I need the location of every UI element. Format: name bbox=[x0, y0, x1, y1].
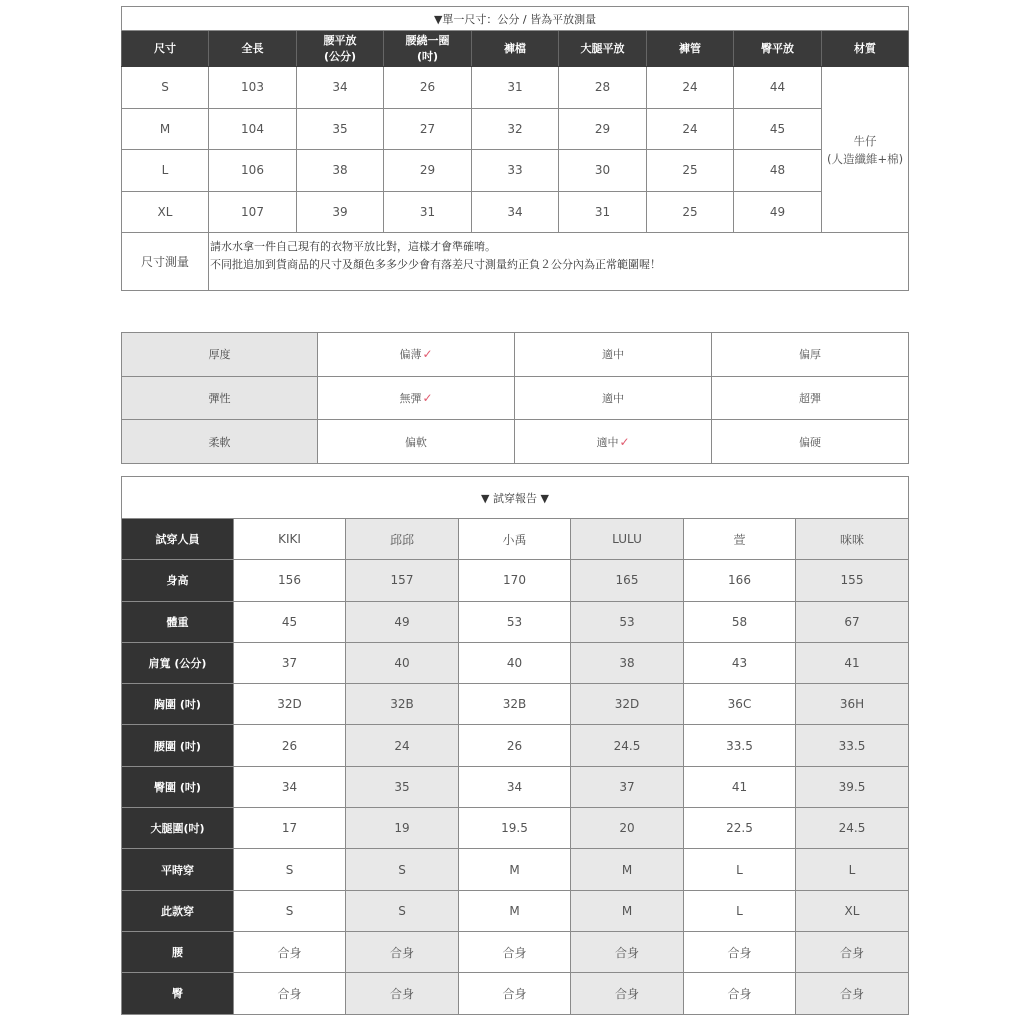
size-table-header bbox=[122, 31, 909, 67]
fit-cell: L bbox=[796, 849, 909, 890]
size-cell: 44 bbox=[734, 67, 822, 109]
fit-cell: 53 bbox=[571, 601, 684, 642]
size-cell: 29 bbox=[384, 150, 472, 192]
size-row-l bbox=[122, 150, 909, 192]
feel-option: 超彈 bbox=[712, 376, 909, 420]
size-cell: 25 bbox=[647, 150, 734, 192]
size-cell: 31 bbox=[559, 191, 647, 233]
fit-cell: 41 bbox=[796, 642, 909, 683]
material-cell bbox=[822, 67, 909, 233]
feel-option: 偏厚 bbox=[712, 333, 909, 377]
size-cell: 30 bbox=[559, 150, 647, 192]
fit-cell: S bbox=[346, 890, 459, 931]
fit-report-row bbox=[122, 725, 909, 766]
fit-cell: 合身 bbox=[796, 973, 909, 1014]
fit-cell: 26 bbox=[234, 725, 346, 766]
fit-cell: 合身 bbox=[684, 931, 796, 972]
size-cell: 25 bbox=[647, 191, 734, 233]
fit-cell: 43 bbox=[684, 642, 796, 683]
feel-label: 柔軟 bbox=[122, 420, 318, 464]
fit-cell: 32D bbox=[234, 684, 346, 725]
fit-cell: 40 bbox=[346, 642, 459, 683]
fit-cell: LULU bbox=[571, 519, 684, 560]
size-cell: 38 bbox=[297, 150, 384, 192]
fit-cell: 34 bbox=[234, 766, 346, 807]
fit-report-row bbox=[122, 519, 909, 560]
size-cell: 48 bbox=[734, 150, 822, 192]
size-cell: 27 bbox=[384, 108, 472, 150]
size-cell: 45 bbox=[734, 108, 822, 150]
fit-cell: 合身 bbox=[459, 973, 571, 1014]
fit-row-label: 大腿圍(吋) bbox=[122, 808, 234, 849]
feel-option bbox=[318, 376, 515, 420]
fit-cell: 67 bbox=[796, 601, 909, 642]
measurement-note-row bbox=[122, 233, 909, 291]
fit-cell: 36H bbox=[796, 684, 909, 725]
measurement-note-label: 尺寸測量 bbox=[122, 233, 209, 291]
fit-row-label: 臀圍 (吋) bbox=[122, 766, 234, 807]
size-row-xl bbox=[122, 191, 909, 233]
fit-cell: 合身 bbox=[571, 973, 684, 1014]
feel-row-elasticity bbox=[122, 376, 909, 420]
fit-report-row bbox=[122, 642, 909, 683]
fit-cell: 19 bbox=[346, 808, 459, 849]
fit-cell: XL bbox=[796, 890, 909, 931]
fit-cell: 合身 bbox=[684, 973, 796, 1014]
header-rise: 褲檔 bbox=[472, 31, 559, 67]
size-table bbox=[121, 6, 909, 291]
fit-report-row bbox=[122, 890, 909, 931]
header-waist-flat-line1: 腰平放 bbox=[323, 33, 357, 47]
fit-cell: 邱邱 bbox=[346, 519, 459, 560]
fit-report-row bbox=[122, 973, 909, 1014]
size-cell: 35 bbox=[297, 108, 384, 150]
fit-cell: 53 bbox=[459, 601, 571, 642]
header-waist-around-line2: (吋) bbox=[416, 49, 439, 63]
fit-report-body bbox=[122, 519, 909, 1015]
size-cell: 24 bbox=[647, 67, 734, 109]
fit-cell: 咪咪 bbox=[796, 519, 909, 560]
header-waist-flat bbox=[297, 31, 384, 67]
fit-cell: 35 bbox=[346, 766, 459, 807]
fit-cell: 156 bbox=[234, 560, 346, 601]
fit-cell: 155 bbox=[796, 560, 909, 601]
fit-row-label: 腰圍 (吋) bbox=[122, 725, 234, 766]
fit-cell: 22.5 bbox=[684, 808, 796, 849]
feel-row-softness bbox=[122, 420, 909, 464]
size-cell: 29 bbox=[559, 108, 647, 150]
checkmark-icon: ✓ bbox=[422, 347, 433, 362]
fit-cell: 34 bbox=[459, 766, 571, 807]
feel-option: 偏硬 bbox=[712, 420, 909, 464]
fit-cell: KIKI bbox=[234, 519, 346, 560]
fit-report-row bbox=[122, 601, 909, 642]
fit-cell: L bbox=[684, 849, 796, 890]
size-cell: S bbox=[122, 67, 209, 109]
fit-row-label: 體重 bbox=[122, 601, 234, 642]
size-cell: 32 bbox=[472, 108, 559, 150]
size-row-s bbox=[122, 67, 909, 109]
feel-option: 偏軟 bbox=[318, 420, 515, 464]
fit-report-row bbox=[122, 931, 909, 972]
material-line2: (人造纖維+棉) bbox=[826, 151, 904, 166]
size-cell: 24 bbox=[647, 108, 734, 150]
size-cell: 33 bbox=[472, 150, 559, 192]
size-row-m bbox=[122, 108, 909, 150]
material-line1: 牛仔 bbox=[853, 133, 877, 148]
fit-cell: 合身 bbox=[796, 931, 909, 972]
fit-cell: M bbox=[571, 890, 684, 931]
measurement-note-line1: 請水水拿一件自己現有的衣物平放比對，這樣才會準確唷。 bbox=[210, 240, 496, 253]
header-waist-around-line1: 腰繞一圈 bbox=[405, 33, 450, 47]
fit-cell: 合身 bbox=[234, 931, 346, 972]
fit-report-row bbox=[122, 849, 909, 890]
size-cell: 31 bbox=[472, 67, 559, 109]
fit-report-row bbox=[122, 684, 909, 725]
feel-label: 彈性 bbox=[122, 376, 318, 420]
fit-cell: 24.5 bbox=[571, 725, 684, 766]
fit-cell: 38 bbox=[571, 642, 684, 683]
fit-cell: 合身 bbox=[346, 931, 459, 972]
size-cell: 28 bbox=[559, 67, 647, 109]
fit-cell: 合身 bbox=[234, 973, 346, 1014]
fit-cell: 157 bbox=[346, 560, 459, 601]
fit-cell: 166 bbox=[684, 560, 796, 601]
fit-cell: 36C bbox=[684, 684, 796, 725]
fit-row-label: 胸圍 (吋) bbox=[122, 684, 234, 725]
feel-option bbox=[318, 333, 515, 377]
fit-cell: L bbox=[684, 890, 796, 931]
fit-cell: 39.5 bbox=[796, 766, 909, 807]
fit-cell: 小禹 bbox=[459, 519, 571, 560]
fit-report-caption: ▼ 試穿報告 ▼ bbox=[122, 477, 909, 519]
fit-cell: M bbox=[459, 849, 571, 890]
fit-cell: 41 bbox=[684, 766, 796, 807]
fit-report-row bbox=[122, 808, 909, 849]
fit-cell: 合身 bbox=[459, 931, 571, 972]
size-cell: 103 bbox=[209, 67, 297, 109]
feel-row-thickness bbox=[122, 333, 909, 377]
header-waist-flat-line2: (公分) bbox=[323, 49, 357, 63]
size-cell: 31 bbox=[384, 191, 472, 233]
fit-cell: 19.5 bbox=[459, 808, 571, 849]
fit-report-table bbox=[121, 476, 909, 1015]
fit-report-row bbox=[122, 560, 909, 601]
header-thigh: 大腿平放 bbox=[559, 31, 647, 67]
size-cell: XL bbox=[122, 191, 209, 233]
feel-label: 厚度 bbox=[122, 333, 318, 377]
feel-option: 適中 bbox=[515, 333, 712, 377]
fit-cell: S bbox=[234, 890, 346, 931]
size-table-caption: ▼單一尺寸：公分 / 皆為平放測量 bbox=[122, 7, 909, 31]
measurement-note-line2: 不同批追加到貨商品的尺寸及顏色多多少少會有落差尺寸測量約正負２公分內為正常範圍喔！ bbox=[210, 258, 661, 271]
size-cell: 106 bbox=[209, 150, 297, 192]
fit-cell: 24.5 bbox=[796, 808, 909, 849]
size-cell: 39 bbox=[297, 191, 384, 233]
size-cell: 34 bbox=[297, 67, 384, 109]
fit-cell: 17 bbox=[234, 808, 346, 849]
fit-cell: 37 bbox=[234, 642, 346, 683]
fit-cell: 33.5 bbox=[796, 725, 909, 766]
fit-cell: 32B bbox=[346, 684, 459, 725]
size-cell: L bbox=[122, 150, 209, 192]
fit-row-label: 肩寬 (公分) bbox=[122, 642, 234, 683]
feel-option: 適中 bbox=[515, 376, 712, 420]
header-length: 全長 bbox=[209, 31, 297, 67]
fit-cell: 37 bbox=[571, 766, 684, 807]
fit-cell: 萱 bbox=[684, 519, 796, 560]
fit-cell: 33.5 bbox=[684, 725, 796, 766]
fit-row-label: 臀 bbox=[122, 973, 234, 1014]
fit-row-label: 腰 bbox=[122, 931, 234, 972]
size-cell: 34 bbox=[472, 191, 559, 233]
fit-cell: 26 bbox=[459, 725, 571, 766]
fit-cell: M bbox=[459, 890, 571, 931]
size-cell: 49 bbox=[734, 191, 822, 233]
fit-report-row bbox=[122, 766, 909, 807]
fit-cell: 24 bbox=[346, 725, 459, 766]
fit-cell: 165 bbox=[571, 560, 684, 601]
fit-cell: 20 bbox=[571, 808, 684, 849]
fit-cell: S bbox=[346, 849, 459, 890]
feel-option-text: 偏薄 bbox=[399, 348, 422, 362]
fit-row-label: 此款穿 bbox=[122, 890, 234, 931]
header-size: 尺寸 bbox=[122, 31, 209, 67]
fit-cell: 45 bbox=[234, 601, 346, 642]
checkmark-icon: ✓ bbox=[422, 391, 433, 406]
fit-cell: 40 bbox=[459, 642, 571, 683]
fit-cell: M bbox=[571, 849, 684, 890]
fit-row-label: 身高 bbox=[122, 560, 234, 601]
size-cell: M bbox=[122, 108, 209, 150]
header-hip: 臀平放 bbox=[734, 31, 822, 67]
size-cell: 104 bbox=[209, 108, 297, 150]
feel-option-text: 適中 bbox=[596, 435, 619, 449]
fabric-feel-table bbox=[121, 332, 909, 464]
fit-cell: 合身 bbox=[346, 973, 459, 1014]
header-material: 材質 bbox=[822, 31, 909, 67]
fit-cell: 32D bbox=[571, 684, 684, 725]
feel-option-text: 無彈 bbox=[399, 392, 422, 406]
fit-cell: 合身 bbox=[571, 931, 684, 972]
checkmark-icon: ✓ bbox=[619, 434, 630, 449]
fit-row-label: 試穿人員 bbox=[122, 519, 234, 560]
feel-option bbox=[515, 420, 712, 464]
header-hem: 褲管 bbox=[647, 31, 734, 67]
fit-cell: 32B bbox=[459, 684, 571, 725]
fit-cell: S bbox=[234, 849, 346, 890]
fit-cell: 58 bbox=[684, 601, 796, 642]
fit-row-label: 平時穿 bbox=[122, 849, 234, 890]
measurement-note bbox=[209, 233, 909, 291]
header-waist-around bbox=[384, 31, 472, 67]
size-cell: 107 bbox=[209, 191, 297, 233]
fit-cell: 170 bbox=[459, 560, 571, 601]
fit-cell: 49 bbox=[346, 601, 459, 642]
size-cell: 26 bbox=[384, 67, 472, 109]
